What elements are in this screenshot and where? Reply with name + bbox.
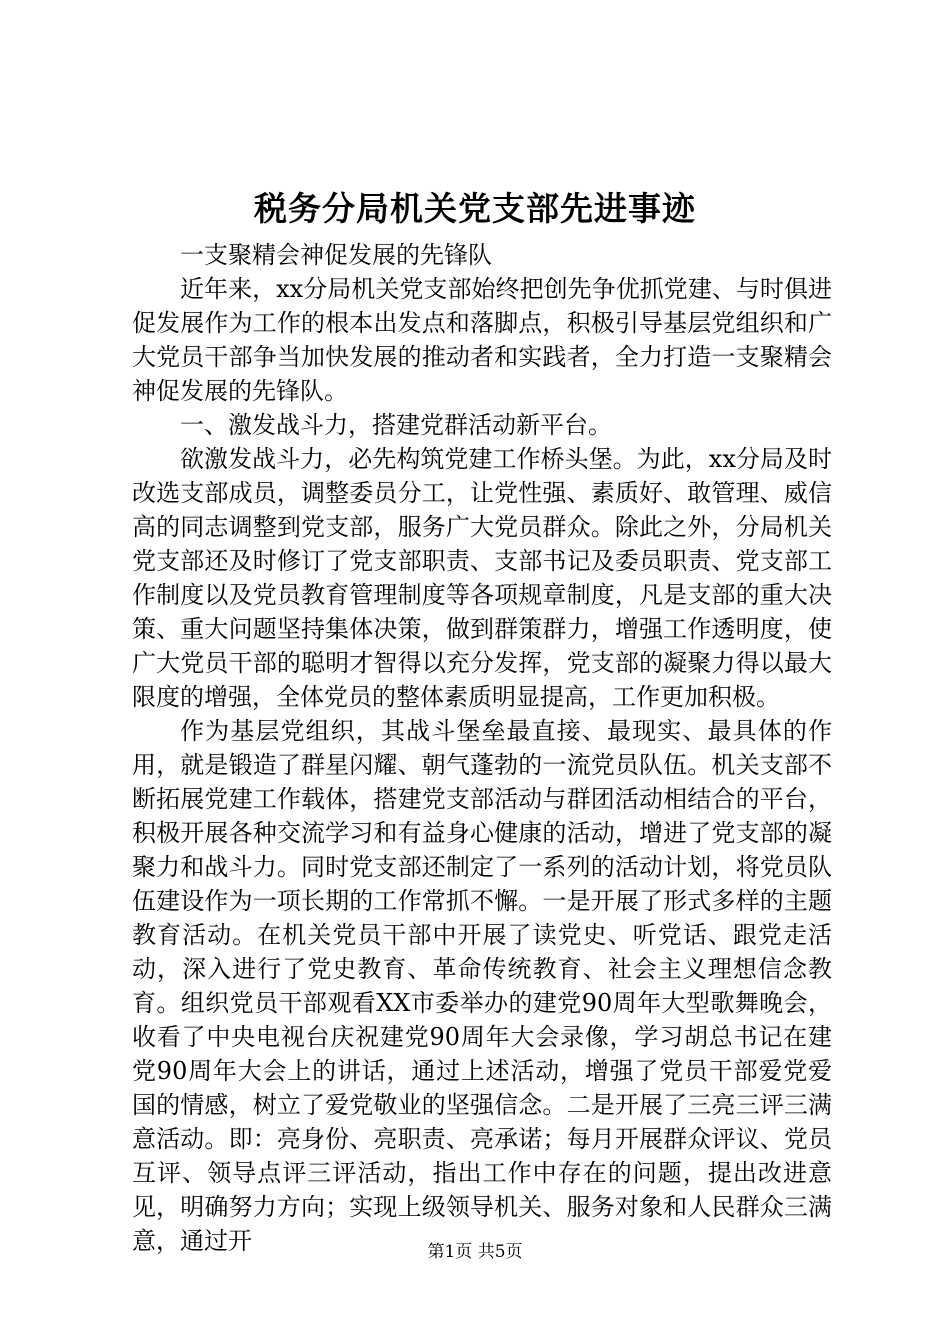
paragraph-intro: 近年来，xx分局机关党支部始终把创先争优抓党建、与时俱进促发展作为工作的根本出发点和落脚点，积极引导基层党组织和广大党员干部争当加快发展的推动者和实践者，全力打造一支聚精会神促发展的先锋队。	[132, 275, 832, 405]
document-body	[132, 238, 832, 1258]
page-number-footer: 第1页 共5页	[427, 1242, 523, 1262]
paragraph-subtitle: 一支聚精会神促发展的先锋队	[180, 241, 492, 269]
paragraph-body-1: 欲激发战斗力，必先构筑党建工作桥头堡。为此，xx分局及时改选支部成员，调整委员分工，让党性强、素质好、敢管理、威信高的同志调整到党支部，服务广大党员群众。除此之外，分局机关党支部还及时修订了党支部职责、支部书记及委员职责、党支部工作制度以及党员教育管理制度等各项规章制度，凡是支部的重大决策、重大问题坚持集体决策，做到群策群力，增强工作透明度，使广大党员干部的聪明才智得以充分发挥，党支部的凝聚力得以最大限度的增强，全体党员的整体素质明显提高，工作更加积极。	[132, 445, 832, 711]
paragraph-body-2: 作为基层党组织，其战斗堡垒最直接、最现实、最具体的作用，就是锻造了群星闪耀、朝气蓬勃的一流党员队伍。机关支部不断拓展党建工作载体，搭建党支部活动与群团活动相结合的平台，积极开展各种交流学习和有益身心健康的活动，增进了党支部的凝聚力和战斗力。同时党支部还制定了一系列的活动计划，将党员队伍建设作为一项长期的工作常抓不懈。一是开展了形式多样的主题教育活动。在机关党员干部中开展了读党史、听党话、跟党走活动，深入进行了党史教育、革命传统教育、社会主义理想信念教育。组织党员干部观看XX市委举办的建党90周年大型歌舞晚会，收看了中央电视台庆祝建党90周年大会录像，学习胡总书记在建党90周年大会上的讲话，通过上述活动，增强了党员干部爱党爱国的情感，树立了爱党敬业的坚强信念。二是开展了三亮三评三满意活动。即：亮身份、亮职责、亮承诺；每月开展群众评议、党员互评、领导点评三评活动，指出工作中存在的问题，提出改进意见，明确努力方向；实现上级领导机关、服务对象和人民群众三满意，通过开	[132, 717, 832, 1255]
document-title: 税务分局机关党支部先进事迹	[254, 189, 696, 228]
paragraph-section-heading: 一、激发战斗力，搭建党群活动新平台。	[180, 411, 612, 439]
